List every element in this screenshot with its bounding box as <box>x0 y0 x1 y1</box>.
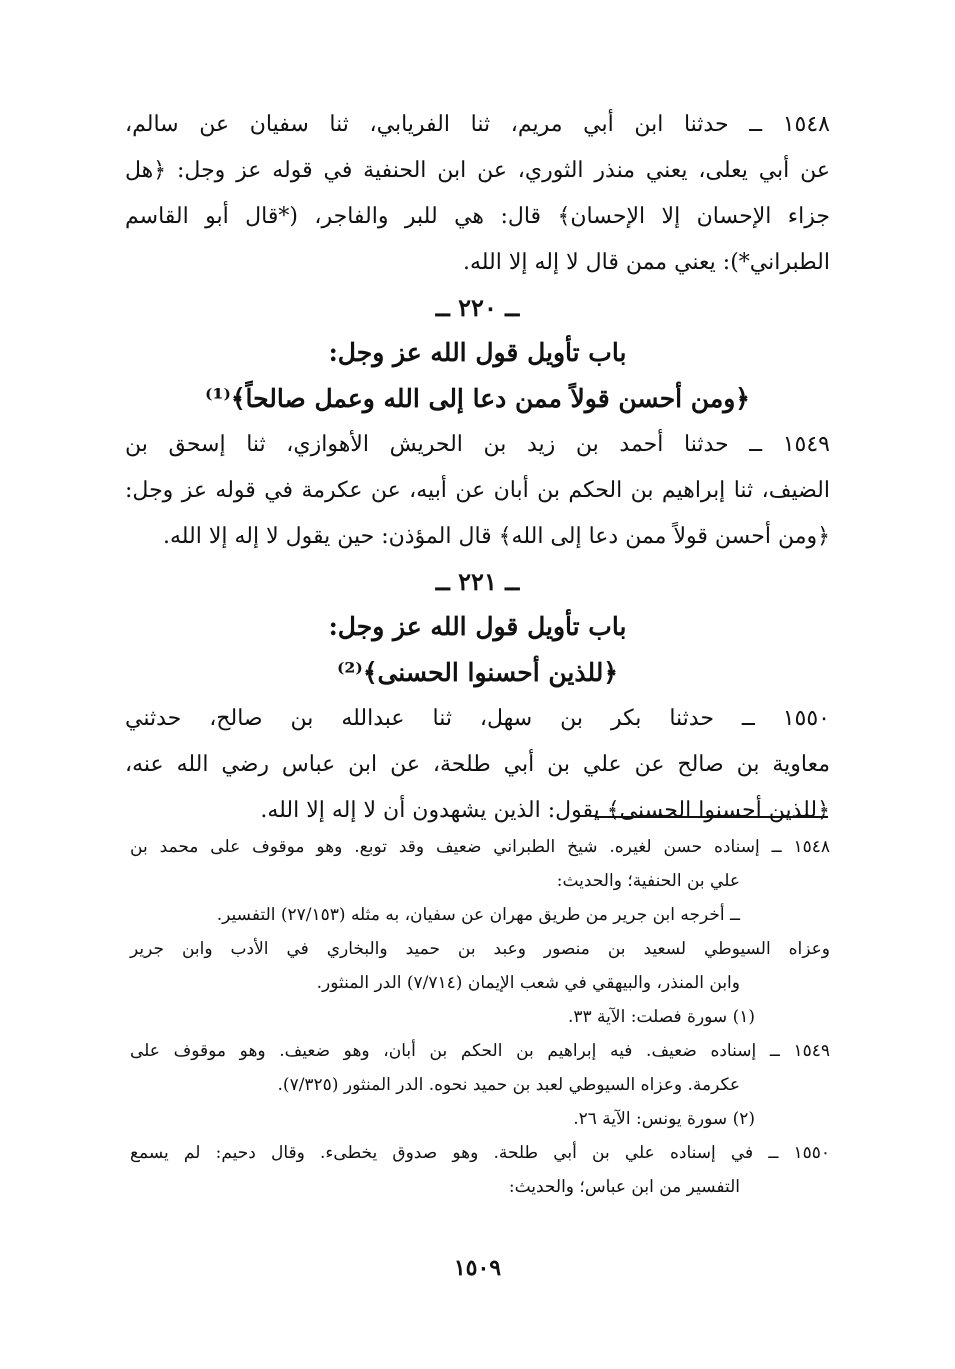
footnote-1549-line-2: عكرمة. وعزاه السيوطي لعبد بن حميد نحوه. الدر المنثور (٧/٣٢٥). <box>277 1075 740 1095</box>
footnote-1548-line-4: وعزاه السيوطي لسعيد بن منصور وعبد بن حميد والبخاري في الأدب وابن جرير <box>130 939 830 959</box>
footnotes <box>130 830 830 1204</box>
footnote-1550-line-1: ١٥٥٠ ــ في إسناده علي بن أبي طلحة. وهو صدوق يخطىء. وقال دحيم: لم يسمع <box>130 1143 830 1163</box>
hadith-1550-line-2: معاوية بن صالح عن علي بن أبي طلحة، عن ابن عباس رضي الله عنه، <box>125 752 830 777</box>
main-text <box>125 102 830 834</box>
page-number: ١٥٠٩ <box>453 1255 502 1281</box>
section-number-221: ــ ٢٢١ ــ <box>435 567 520 596</box>
verse-heading-2: ﴿للذين أحسنوا الحسنى﴾⁽²⁾ <box>336 658 619 687</box>
footnote-divider <box>595 816 828 818</box>
hadith-1550-line-3: ﴿للذين أحسنوا الحسنى﴾ يقول: الذين يشهدون أن لا إله إلا الله. <box>260 798 830 823</box>
footnote-1549-line-1: ١٥٤٩ ــ إسناده ضعيف. فيه إبراهيم بن الحكم بن أبان، وهو ضعيف. وهو موقوف على <box>130 1041 830 1061</box>
hadith-1550-line-1: ١٥٥٠ ــ حدثنا بكر بن سهل، ثنا عبدالله بن صالح، حدثني <box>125 706 830 731</box>
hadith-1548-line-3: جزاء الإحسان إلا الإحسان﴾ قال: هي للبر والفاجر، (*قال أبو القاسم <box>125 204 830 229</box>
footnote-1548-line-2: علي بن الحنفية؛ والحديث: <box>556 871 740 891</box>
footnote-1548-line-3: ــ أخرجه ابن جرير من طريق مهران عن سفيان، به مثله (٢٧/١٥٣) التفسير. <box>216 905 740 925</box>
footnote-ref-2: (٢) سورة يونس: الآية ٢٦. <box>573 1109 755 1129</box>
footnote-1550-line-2: التفسير من ابن عباس؛ والحديث: <box>508 1177 740 1197</box>
hadith-1549-line-1: ١٥٤٩ ــ حدثنا أحمد بن زيد بن الحريش الأهوازي، ثنا إسحق بن <box>125 432 830 457</box>
footnote-1548-line-5: وابن المنذر، والبيهقي في شعب الإيمان (٧/٧١٤) الدر المنثور. <box>316 973 740 993</box>
hadith-1548-line-1: ١٥٤٨ ــ حدثنا ابن أبي مريم، ثنا الفريابي، ثنا سفيان عن سالم، <box>125 112 830 137</box>
hadith-1549-line-2: الضيف، ثنا إبراهيم بن الحكم بن أبان عن أبيه، عن عكرمة في قوله عز وجل: <box>125 478 830 503</box>
verse-heading-1: ﴿ومن أحسن قولاً ممن دعا إلى الله وعمل صالحاً﴾⁽¹⁾ <box>205 384 750 413</box>
chapter-heading-2: باب تأويل قول الله عز وجل: <box>328 612 627 641</box>
footnote-ref-1: (١) سورة فصلت: الآية ٣٣. <box>567 1007 755 1027</box>
chapter-heading-1: باب تأويل قول الله عز وجل: <box>328 338 627 367</box>
section-number-220: ــ ٢٢٠ ــ <box>435 293 520 322</box>
hadith-1549-line-3: ﴿ومن أحسن قولاً ممن دعا إلى الله﴾ قال المؤذن: حين يقول لا إله إلا الله. <box>162 524 830 549</box>
hadith-1548-line-2: عن أبي يعلى، يعني منذر الثوري، عن ابن الحنفية في قوله عز وجل: ﴿هل <box>125 158 830 183</box>
hadith-1548-line-4: الطبراني*): يعني ممن قال لا إله إلا الله. <box>462 250 830 275</box>
footnote-1548-line-1: ١٥٤٨ ــ إسناده حسن لغيره. شيخ الطبراني ضعيف وقد توبع. وهو موقوف على محمد بن <box>130 837 830 857</box>
